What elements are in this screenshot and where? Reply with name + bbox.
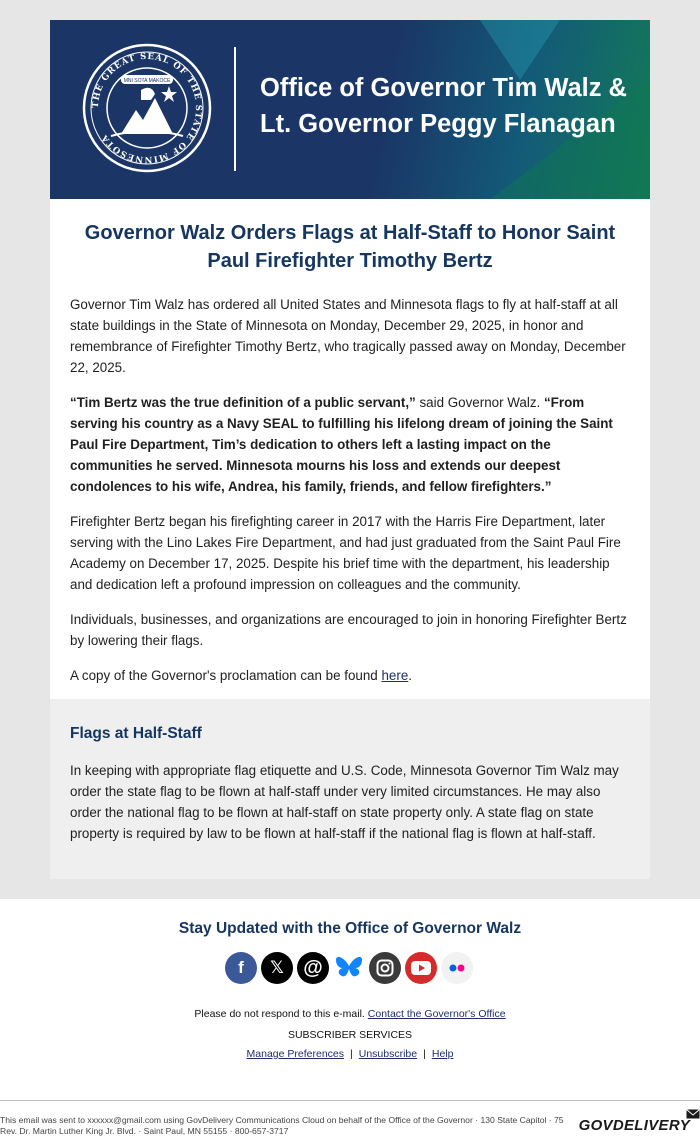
article-paragraph: Individuals, businesses, and organizations are encouraged to join in honoring Firefighter Bertz by lowering their flags. — [70, 612, 627, 648]
facebook-icon[interactable]: f — [225, 952, 257, 984]
flags-heading: Flags at Half-Staff — [70, 725, 202, 742]
footer-heading: Stay Updated with the Office of Governor Walz — [178, 920, 522, 937]
social-links — [225, 952, 473, 984]
flickr-icon[interactable] — [441, 952, 473, 984]
proclamation-link[interactable]: here — [381, 668, 409, 683]
threads-icon[interactable]: @ — [297, 952, 329, 984]
article-headline: Governor Walz Orders Flags at Half-Staff to Honor Saint Paul Firefighter Timothy Bertz — [84, 222, 616, 272]
proclamation-paragraph: A copy of the Governor's proclamation can be found here. — [70, 668, 413, 683]
header-banner — [50, 20, 650, 199]
manage-preferences-link[interactable]: Manage Preferences — [246, 1048, 345, 1060]
contact-governor-link[interactable]: Contact the Governor's Office — [367, 1008, 506, 1020]
article-card — [50, 199, 650, 699]
footer — [0, 899, 700, 1100]
reply-notice: Please do not respond to this e-mail. Contact the Governor's Office — [194, 1008, 506, 1020]
article-paragraph: Firefighter Bertz began his firefighting career in 2017 with the Harris Fire Department, later serving with the Lino Lakes Fire Department, and had just graduated from the Saint Paul Fire Academy on December 17, 2025. Despite his brief time with the department, his leadership and dedication left a profound impression on colleagues and the community. — [70, 514, 621, 592]
subscriber-links: Manage Preferences | Unsubscribe | Help — [246, 1048, 454, 1060]
flags-section — [50, 699, 650, 879]
disclaimer-text: This email was sent to xxxxxx@gmail.com using GovDelivery Communications Cloud on behalf of the Office of the Governor · 130 State Capitol · 75 Rev. Dr. Martin Luther King Jr. Blvd. · Saint Paul, MN 55155 · 800-657-3717 — [0, 1115, 564, 1136]
unsubscribe-link[interactable]: Unsubscribe — [358, 1048, 418, 1060]
instagram-icon[interactable] — [369, 952, 401, 984]
flags-body: In keeping with appropriate flag etiquette and U.S. Code, Minnesota Governor Tim Walz may order the state flag to be flown at half-staff under very limited circumstances. He may also order the national flag to be flown at half-staff on state property only. A state flag on state property is required by law to be flown at half-staff if the national flag is flown at half-staff. — [70, 763, 619, 841]
help-link[interactable]: Help — [431, 1048, 454, 1060]
seal-motto: MNI SOTA MAKOCE — [123, 78, 171, 84]
seal-text: THE GREAT SEAL OF THE STATE OF MINNESOTA — [90, 51, 204, 165]
youtube-icon[interactable] — [405, 952, 437, 984]
subscriber-services-label: SUBSCRIBER SERVICES — [287, 1029, 413, 1041]
x-icon[interactable]: 𝕏 — [261, 952, 293, 984]
bottom-disclaimer — [0, 1100, 700, 1143]
article-quote: “Tim Bertz was the true definition of a public servant,” said Governor Walz. “From serving his country as a Navy SEAL to fulfilling his lifelong dream of joining the Saint Paul Fire Department, Tim’s dedication to others left a lasting impact on the communities he served. Minnesota mourns his loss and extends our deepest condolences to his wife, Andrea, his family, friends, and fellow firefighters.” — [70, 395, 613, 494]
govdelivery-logo[interactable]: GOVDELIVERY — [578, 1117, 690, 1134]
state-seal-icon — [81, 42, 213, 174]
bluesky-icon[interactable] — [333, 952, 365, 984]
banner-title: Office of Governor Tim Walz & Lt. Governor Peggy Flanagan — [260, 74, 627, 138]
article-paragraph: Governor Tim Walz has ordered all United States and Minnesota flags to fly at half-staff at all state buildings in the State of Minnesota on Monday, December 29, 2025, in honor and remembrance of Firefighter Timothy Bertz, who tragically passed away on Monday, December 22, 2025. — [70, 297, 626, 375]
